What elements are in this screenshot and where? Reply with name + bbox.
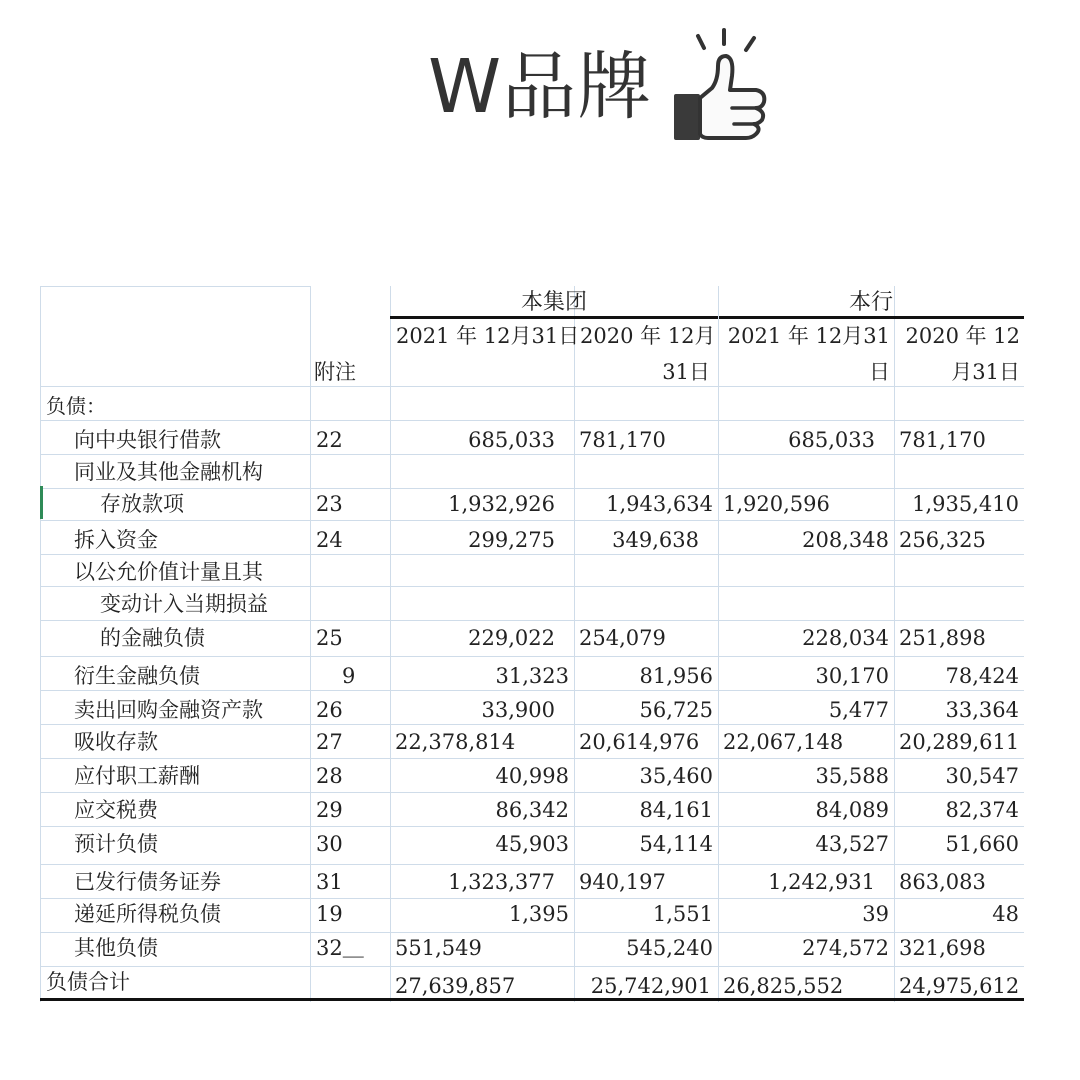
row-label: 的金融负债 (100, 626, 205, 650)
row-value-g2020: 940,197 (579, 870, 666, 894)
row-label: 已发行债务证券 (74, 870, 221, 894)
row-value-g2021: 22,378,814 (395, 730, 516, 754)
row-value-g2020: 781,170 (579, 428, 666, 452)
row-value-g2021: 1,932,926 (448, 492, 555, 516)
row-value-b2020: 51,660 (945, 832, 1019, 856)
row-selection-marker (40, 486, 43, 519)
row-value-g2020: 84,161 (639, 798, 713, 822)
column-header-bank-2021: 2021 年 12月31 (727, 324, 890, 348)
column-header-group-2020: 2020 年 12月 (580, 324, 716, 348)
row-value-g2021: 299,275 (468, 528, 555, 552)
row-label: 拆入资金 (74, 528, 158, 552)
row-value-b2021: 35,588 (815, 764, 889, 788)
row-value-g2021: 45,903 (495, 832, 569, 856)
row-label: 吸收存款 (74, 730, 158, 754)
header (0, 0, 1080, 190)
row-value-b2021: 274,572 (802, 936, 889, 960)
row-label: 衍生金融负债 (74, 664, 200, 688)
column-header-bank-2021: 日 (869, 360, 890, 384)
row-label: 向中央银行借款 (74, 428, 221, 452)
row-value-b2020: 781,170 (899, 428, 986, 452)
row-label: 卖出回购金融资产款 (74, 698, 263, 722)
row-note: 19 (316, 902, 343, 926)
total-label: 负债合计 (46, 970, 130, 994)
row-value-g2021: 685,033 (468, 428, 555, 452)
row-note: 22 (316, 428, 343, 452)
row-note: 24 (316, 528, 343, 552)
row-note: 27 (316, 730, 343, 754)
row-value-g2020: 1,943,634 (606, 492, 713, 516)
section-label: 负债： (46, 394, 106, 418)
column-header-bank-2020: 2020 年 12 (905, 324, 1020, 348)
row-value-b2021: 228,034 (802, 626, 889, 650)
row-value-g2021: 33,900 (481, 698, 555, 722)
row-value-b2021: 84,089 (815, 798, 889, 822)
row-value-g2020: 20,614,976 (579, 730, 700, 754)
row-value-b2020: 30,547 (945, 764, 1019, 788)
row-value-b2021: 1,920,596 (723, 492, 830, 516)
row-note: 32＿ (316, 936, 364, 960)
total-value-g2021: 27,639,857 (395, 974, 516, 998)
row-label: 应交税费 (74, 798, 158, 822)
row-value-g2021: 1,323,377 (448, 870, 555, 894)
row-value-b2021: 1,242,931 (768, 870, 875, 894)
thumbs-up-icon (668, 28, 778, 146)
row-value-g2020: 254,079 (579, 626, 666, 650)
row-note: 29 (316, 798, 343, 822)
row-value-b2020: 256,325 (899, 528, 986, 552)
row-value-g2020: 545,240 (626, 936, 713, 960)
row-value-b2020: 48 (992, 902, 1019, 926)
row-label: 存放款项 (100, 492, 184, 516)
column-header-group-2021: 2021 年 12月31日 (396, 324, 580, 348)
row-value-g2020: 35,460 (639, 764, 713, 788)
row-value-b2020: 33,364 (945, 698, 1019, 722)
row-value-g2021: 1,395 (508, 902, 569, 926)
total-value-g2020: 25,742,901 (590, 974, 711, 998)
row-value-g2020: 56,725 (639, 698, 713, 722)
row-value-g2020: 349,638 (612, 528, 699, 552)
row-value-b2021: 685,033 (788, 428, 875, 452)
row-value-g2021: 31,323 (495, 664, 569, 688)
row-value-b2021: 43,527 (815, 832, 889, 856)
column-header-group-2020: 31日 (662, 360, 710, 384)
column-header-bank-2020: 月31日 (951, 360, 1020, 384)
row-note: 30 (316, 832, 343, 856)
total-value-b2020: 24,975,612 (899, 974, 1020, 998)
row-note: 25 (316, 626, 343, 650)
row-label: 其他负债 (74, 936, 158, 960)
row-note: 26 (316, 698, 343, 722)
group-header-bank: 本行 (848, 290, 893, 315)
row-label: 预计负债 (74, 832, 158, 856)
group-header-group: 本集团 (520, 290, 587, 315)
total-value-b2021: 26,825,552 (723, 974, 844, 998)
row-label: 变动计入当期损益 (100, 592, 268, 616)
row-value-b2020: 863,083 (899, 870, 986, 894)
brand-title: W品牌 (428, 44, 653, 130)
row-value-g2021: 86,342 (495, 798, 569, 822)
row-value-g2021: 551,549 (395, 936, 482, 960)
row-value-g2021: 229,022 (468, 626, 555, 650)
row-value-g2020: 1,551 (652, 902, 713, 926)
row-note: 31 (316, 870, 343, 894)
row-value-g2021: 40,998 (495, 764, 569, 788)
row-value-b2020: 1,935,410 (912, 492, 1019, 516)
row-label: 递延所得税负债 (74, 902, 221, 926)
row-value-b2020: 78,424 (945, 664, 1019, 688)
row-label: 以公允价值计量且其 (74, 560, 263, 584)
row-value-b2020: 251,898 (899, 626, 986, 650)
row-label: 应付职工薪酬 (74, 764, 200, 788)
row-value-b2020: 82,374 (945, 798, 1019, 822)
row-note: 28 (316, 764, 343, 788)
row-value-b2021: 5,477 (828, 698, 889, 722)
row-note: 23 (316, 492, 343, 516)
row-value-g2020: 81,956 (639, 664, 713, 688)
row-value-b2021: 30,170 (815, 664, 889, 688)
row-label: 同业及其他金融机构 (74, 460, 263, 484)
balance-sheet-table (40, 286, 1026, 1002)
row-value-b2020: 20,289,611 (899, 730, 1020, 754)
row-value-b2021: 22,067,148 (723, 730, 844, 754)
row-value-b2020: 321,698 (899, 936, 986, 960)
column-header-note: 附注 (314, 360, 356, 384)
row-value-g2020: 54,114 (639, 832, 713, 856)
row-note: 9 (342, 664, 356, 688)
row-value-b2021: 208,348 (802, 528, 889, 552)
row-value-b2021: 39 (862, 902, 889, 926)
